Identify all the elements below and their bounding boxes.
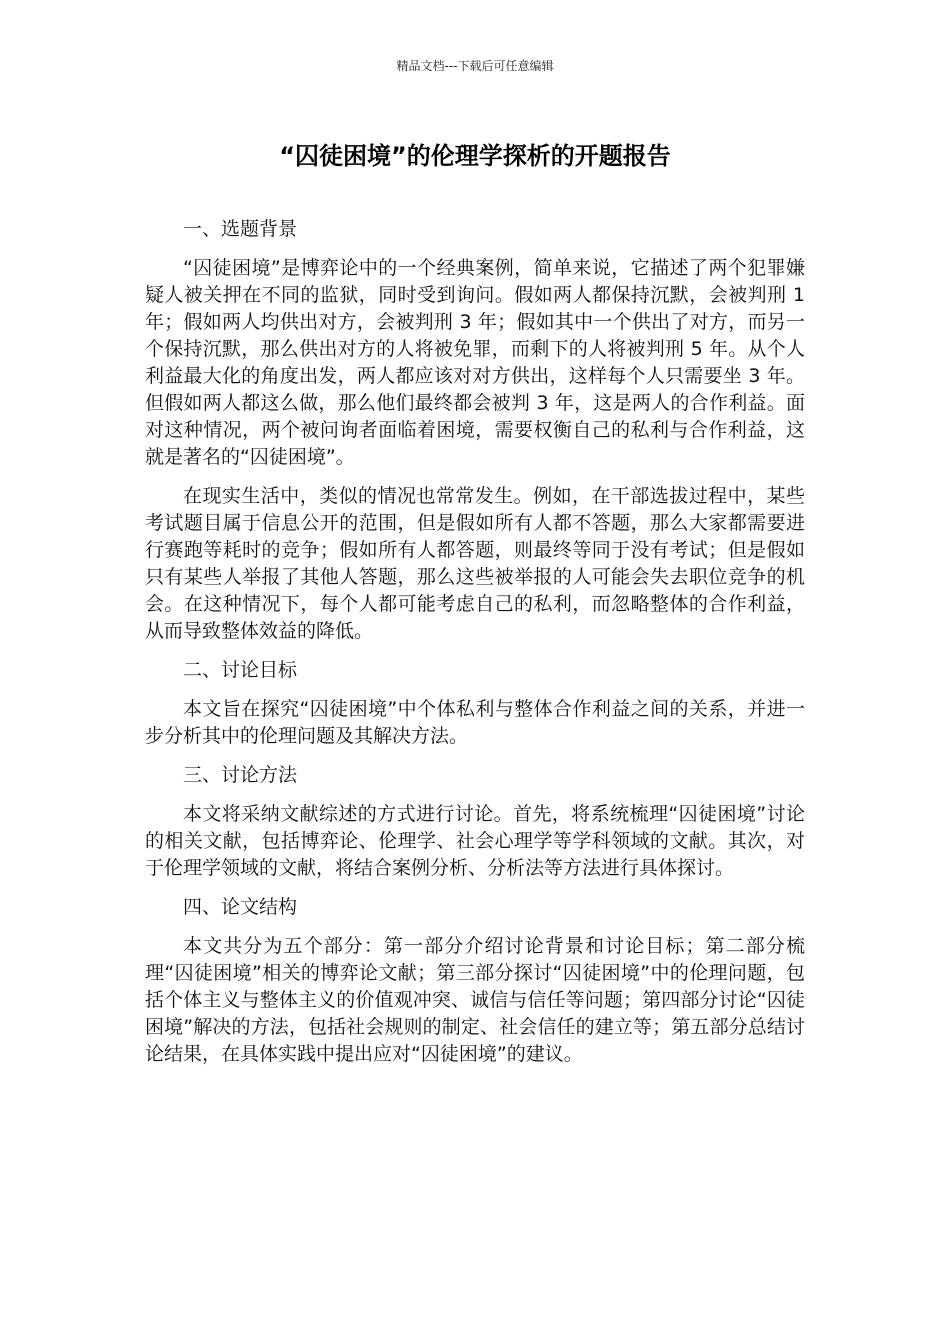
section-heading-structure: 四、论文结构 (183, 896, 298, 918)
methods-paragraph: 本文将采纳文献综述的方式进行讨论。首先，将系统梳理“囚徒困境”讨论的相关文献，包括博弈论、伦理学、社会心理学等学科领域的文献。其次，对于伦理学领域的文献，将结合案例分析、分析法等方法进行具体探讨。 (145, 803, 805, 879)
document-title: “囚徒困境”的伦理学探析的开题报告 (279, 142, 671, 170)
background-paragraph-2: 在现实生活中，类似的情况也常常发生。例如，在干部选拔过程中，某些考试题目属于信息公开的范围，但是假如所有人都不答题，那么大家都需要进行赛跑等耗时的竞争；假如所有人都答题，则最终等同于没有考试；但是假如只有某些人举报了其他人答题，那么这些被举报的人可能会失去职位竞争的机会。在这种情况下，每个人都可能考虑自己的私利，而忽略整体的合作利益，从而导致整体效益的降低。 (145, 485, 805, 642)
page-header: 精品文档---下载后可任意编辑 (396, 59, 554, 73)
structure-paragraph: 本文共分为五个部分：第一部分介绍讨论背景和讨论目标；第二部分梳理“囚徒困境”相关的博弈论文献；第三部分探讨“囚徒困境”中的伦理问题，包括个体主义与整体主义的价值观冲突、诚信与信任等问题；第四部分讨论“囚徒困境”解决的方法，包括社会规则的制定、社会信任的建立等；第五部分总结讨论结果，在具体实践中提出应对“囚徒困境”的建议。 (145, 935, 805, 1065)
document-body (145, 216, 805, 1080)
goals-paragraph: 本文旨在探究“囚徒困境”中个体私利与整体合作利益之间的关系，并进一步分析其中的伦理问题及其解决方法。 (145, 698, 805, 747)
section-heading-background: 一、选题背景 (183, 218, 298, 240)
background-paragraph-1: “囚徒困境”是博弈论中的一个经典案例，简单来说，它描述了两个犯罪嫌疑人被关押在不同的监狱，同时受到询问。假如两人都保持沉默，会被判刑 1 年；假如两人均供出对方，会被判刑 3 年；假如其中一个供出了对方，而另一个保持沉默，那么供出对方的人将被免罪，而剩下的人将被判刑 5 年。从个人利益最大化的角度出发，两人都应该对对方供出，这样每个人只需要坐 3 年。但假如两人都这么做，那么他们最终都会被判 3 年，这是两人的合作利益。面对这种情况，两个被问询者面临着困境，需要权衡自己的私利与合作利益，这就是著名的“囚徒困境”。 (145, 257, 805, 468)
section-heading-goals: 二、讨论目标 (183, 659, 298, 681)
section-heading-methods: 三、讨论方法 (183, 764, 298, 786)
